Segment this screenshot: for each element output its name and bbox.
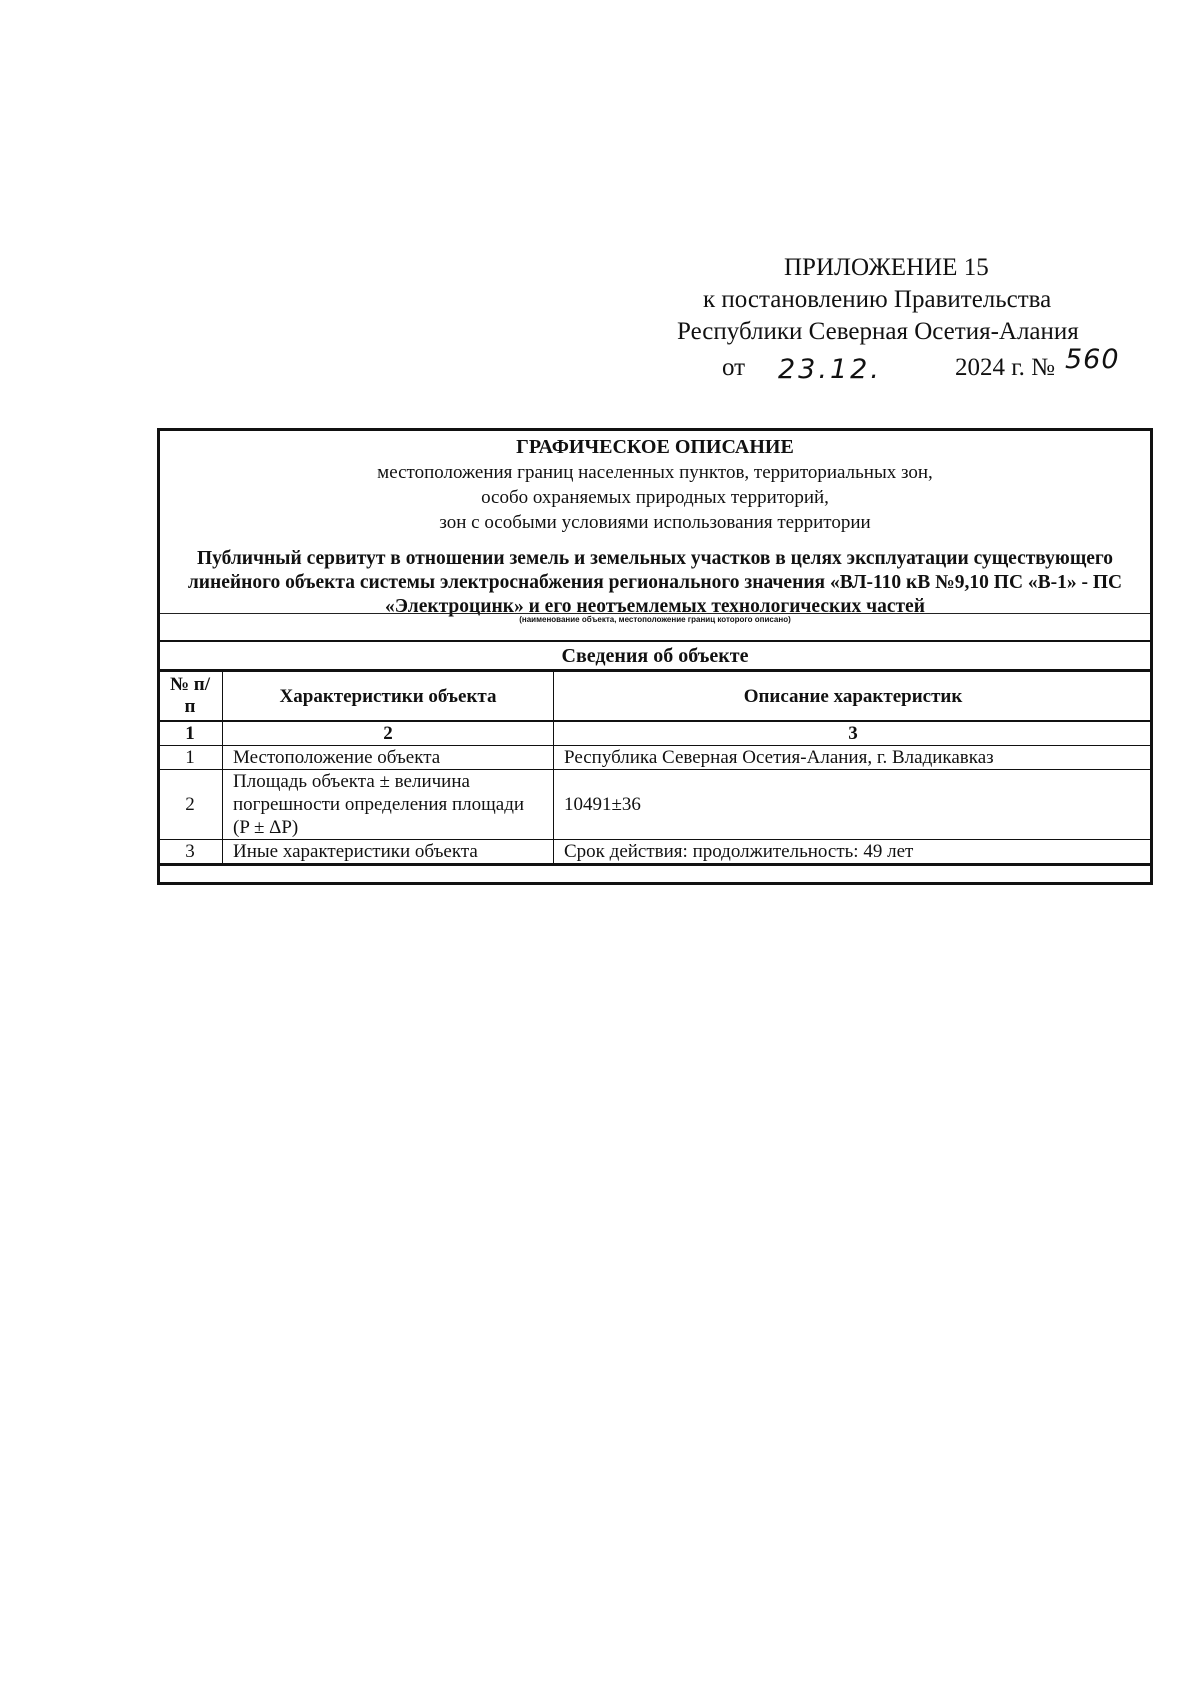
appendix-block (660, 252, 1130, 386)
row-description: Республика Северная Осетия-Алания, г. Владикавказ (554, 746, 1153, 770)
handwritten-date: 23.12. (778, 354, 882, 385)
date-prefix: от (722, 354, 746, 381)
row-characteristic: Площадь объекта ± величина погрешности определения площади (P ± ΔP) (223, 770, 554, 840)
column-header-description: Описание характеристик (554, 671, 1153, 722)
year-label: 2024 г. № (955, 354, 1056, 381)
header-line-2: особо охраняемых природных территорий, (481, 487, 829, 508)
column-number-2: 2 (223, 721, 554, 746)
header-line-1: местоположения границ населенных пунктов, территориальных зон, (377, 462, 933, 483)
row-number: 1 (158, 746, 223, 770)
row-description: Срок действия: продолжительность: 49 лет (554, 840, 1153, 865)
table-row (158, 840, 1153, 865)
table-row (158, 770, 1153, 840)
column-number-3: 3 (554, 721, 1153, 746)
column-number-1: 1 (158, 721, 223, 746)
column-header-number: № п/п (158, 671, 223, 722)
column-header-characteristic: Характеристики объекта (223, 671, 554, 722)
document-title: ГРАФИЧЕСКОЕ ОПИСАНИЕ (516, 436, 794, 458)
description-header (160, 431, 1150, 619)
table-row (158, 746, 1153, 770)
table-header-row (158, 671, 1153, 722)
header-line-3: зон с особыми условиями использования территории (439, 512, 871, 533)
appendix-line-decree: к постановлению Правительства (703, 286, 1052, 313)
object-name-caption: (наименование объекта, местоположение границ которого описано) (519, 615, 791, 624)
appendix-date-line (660, 344, 1130, 386)
handwritten-number: 560 (1065, 344, 1120, 375)
object-info-table (157, 669, 1153, 866)
description-frame (157, 428, 1153, 885)
row-characteristic: Иные характеристики объекта (223, 840, 554, 865)
section-title: Сведения об объекте (160, 640, 1150, 670)
row-description: 10491±36 (554, 770, 1153, 840)
appendix-line-republic: Республики Северная Осетия-Алания (677, 318, 1079, 345)
row-number: 3 (158, 840, 223, 865)
row-characteristic: Местоположение объекта (223, 746, 554, 770)
column-number-row (158, 721, 1153, 746)
object-name: Публичный сервитут в отношении земель и земельных участков в целях эксплуатации существующего линейного объекта системы электроснабжения регионального значения «ВЛ-110 кВ №9,10 ПС «В-1» - ПС «Электроцинк» и его неотъемлемых технологических частей (187, 548, 1123, 617)
row-number: 2 (158, 770, 223, 840)
appendix-title: ПРИЛОЖЕНИЕ 15 (784, 254, 989, 281)
